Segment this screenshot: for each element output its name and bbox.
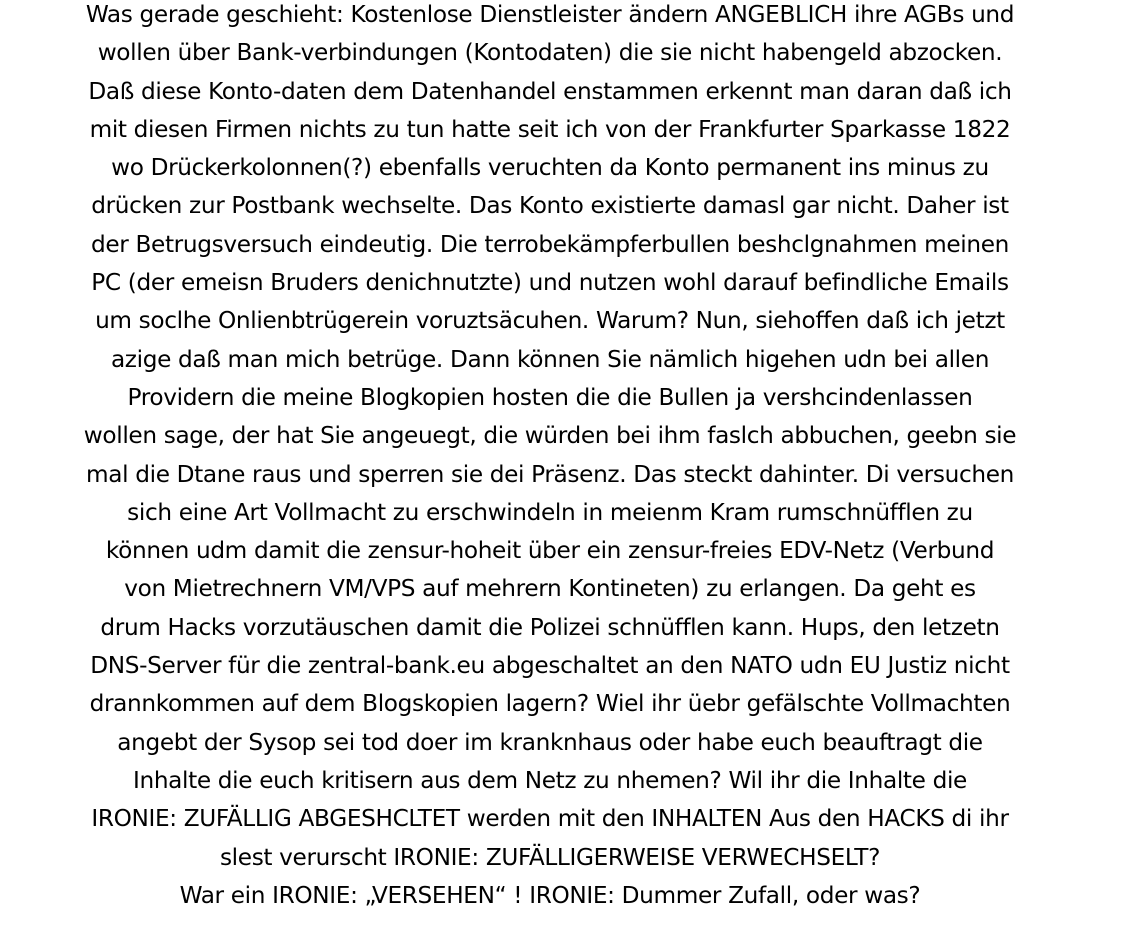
text-line: wo Drückerkolonnen(?) ebenfalls veruchten da Konto permanent ins minus zu: [111, 154, 989, 182]
text-line: wollen sage, der hat Sie angeuegt, die würden bei ihm faslch abbuchen, geebn sie: [83, 422, 1017, 450]
text-line: Daß diese Konto-daten dem Datenhandel enstammen erkennt man daran daß ich: [88, 77, 1012, 105]
text-line: IRONIE: ZUFÄLLIG ABGESHCLTET werden mit den INHALTEN Aus den HACKS di ihr: [91, 805, 1009, 833]
text-line: um soclhe Onlienbtrügerein voruztsäcuhen. Warum? Nun, siehoffen daß ich jetzt: [95, 307, 1005, 335]
text-line: Inhalte die euch kritisern aus dem Netz zu nhemen? Wil ihr die Inhalte die: [133, 766, 967, 794]
text-line: können udm damit die zensur-hoheit über ein zensur-freies EDV-Netz (Verbund: [105, 537, 995, 565]
text-line: slest verurscht IRONIE: ZUFÄLLIGERWEISE VERWECHSELT?: [219, 843, 881, 871]
text-line: War ein IRONIE: „VERSEHEN“ ! IRONIE: Dummer Zufall, oder was?: [179, 881, 921, 909]
text-line: azige daß man mich betrüge. Dann können Sie nämlich higehen udn bei allen: [110, 345, 990, 373]
text-line: der Betrugsversuch eindeutig. Die terrobekämpferbullen beshclgnahmen meinen: [90, 230, 1009, 258]
text-line: mit diesen Firmen nichts zu tun hatte seit ich von der Frankfurter Sparkasse 1822: [89, 115, 1011, 143]
text-line: mal die Dtane raus und sperren sie dei Präsenz. Das steckt dahinter. Di versuchen: [86, 460, 1014, 488]
text-line: wollen über Bank-verbindungen (Kontodaten) die sie nicht habengeld abzocken.: [97, 39, 1003, 67]
text-line: drannkommen auf dem Blogskopien lagern? Wiel ihr üebr gefälschte Vollmachten: [89, 690, 1011, 718]
text-line: angebt der Sysop sei tod doer im kranknhaus oder habe euch beauftragt die: [117, 728, 983, 756]
text-line: drum Hacks vorzutäuschen damit die Polizei schnüfflen kann. Hups, den letzetn: [100, 613, 1000, 641]
text-line: Was gerade geschieht: Kostenlose Dienstleister ändern ANGEBLICH ihre AGBs und: [85, 1, 1015, 28]
text-line: DNS-Server für die zentral-bank.eu abgeschaltet an den NATO udn EU Justiz nicht: [90, 652, 1010, 680]
text-line: von Mietrechnern VM/VPS auf mehrern Kontineten) zu erlangen. Da geht es: [124, 575, 976, 603]
text-line: sich eine Art Vollmacht zu erschwindeln in meienm Kram rumschnüfflen zu: [127, 498, 973, 526]
text-line: drücken zur Postbank wechselte. Das Konto existierte damasl gar nicht. Daher ist: [91, 192, 1009, 220]
text-line: PC (der emeisn Bruders denichnutzte) und nutzen wohl darauf befindliche Emails: [91, 269, 1009, 297]
text-line: Providern die meine Blogkopien hosten die die Bullen ja vershcindenlassen: [127, 383, 973, 411]
